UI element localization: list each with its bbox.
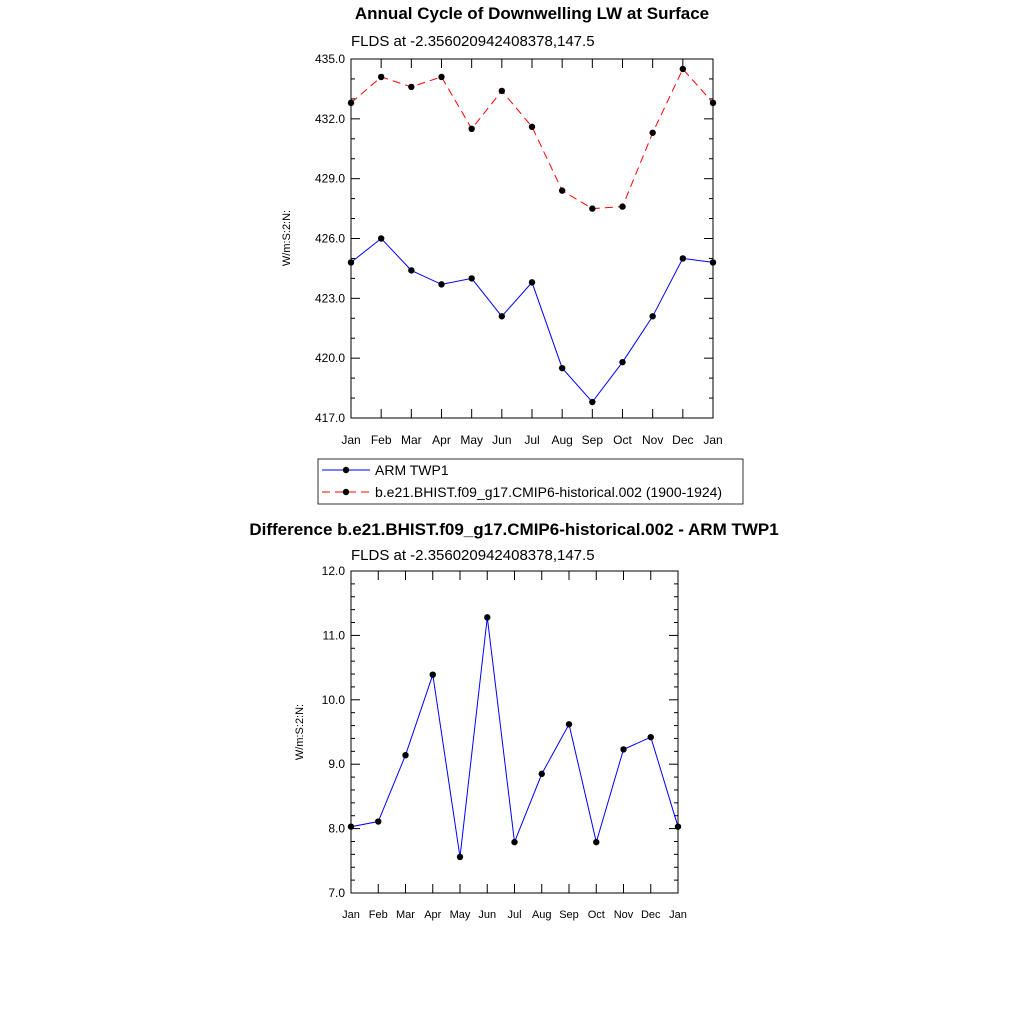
chart1-y-tick-label: 423.0 <box>314 291 345 306</box>
legend-label-arm: ARM TWP1 <box>375 462 449 478</box>
chart2-x-tick-label: Apr <box>424 909 442 921</box>
chart1-x-tick-label: Jan <box>341 433 361 447</box>
chart2-x-tick-label: Sep <box>559 909 579 921</box>
chart2-series-0-point <box>539 771 545 777</box>
chart1-y-tick-label: 432.0 <box>314 111 345 126</box>
chart2-title: Difference b.e21.BHIST.f09_g17.CMIP6-historical.002 - ARM TWP1 <box>249 520 779 539</box>
chart1-title: Annual Cycle of Downwelling LW at Surface <box>354 4 710 23</box>
chart2-x-tick-label: Nov <box>613 909 634 921</box>
chart1-y-tick-label: 420.0 <box>314 351 345 366</box>
legend-marker-model <box>343 489 349 495</box>
chart2-y-tick-label: 9.0 <box>328 757 345 772</box>
chart1-series-0-point <box>649 313 655 319</box>
chart2-series-0-point <box>593 839 599 845</box>
chart2-y-tick-label: 12.0 <box>321 564 345 578</box>
chart2-y-tick-label: 7.0 <box>328 886 345 900</box>
chart1-x-tick-label: May <box>460 433 484 447</box>
chart1-series-1-point <box>589 205 595 211</box>
chart1-series-1-point <box>408 84 414 90</box>
chart1-x-tick-label: Dec <box>672 433 694 447</box>
chart1-series-1-point <box>559 187 565 193</box>
chart1-series-0-point <box>438 281 444 287</box>
chart2-series-0-point <box>430 671 436 677</box>
chart1-y-tick-label: 426.0 <box>314 231 345 246</box>
chart1-series-0-point <box>619 359 625 365</box>
chart2-y-axis-label: W/m:S:2:N: <box>294 703 306 761</box>
chart1-y-axis-label: W/m:S:2:N: <box>281 209 293 267</box>
chart1-y-tick-label: 429.0 <box>314 171 345 186</box>
chart2-series-0-point <box>348 823 354 829</box>
chart1-series-1-point <box>649 130 655 136</box>
chart2-series-0-point <box>648 734 654 740</box>
chart1-series-1-point <box>378 74 384 80</box>
chart1-series-0-point <box>559 365 565 371</box>
chart1-subtitle: FLDS at -2.356020942408378,147.5 <box>351 33 595 50</box>
chart1-series-0-point <box>589 399 595 405</box>
chart2-series-0-point <box>675 823 681 829</box>
chart2-y-tick-label: 11.0 <box>322 628 345 643</box>
chart2-x-tick-label: May <box>449 909 471 921</box>
chart2-x-tick-label: Oct <box>587 909 605 921</box>
chart2-x-tick-label: Jun <box>478 909 497 921</box>
chart1-series-1-point <box>619 203 625 209</box>
chart2-subtitle: FLDS at -2.356020942408378,147.5 <box>351 547 595 564</box>
chart2-x-tick-label: Jan <box>342 909 360 921</box>
chart1-x-tick-label: Jun <box>492 433 512 447</box>
chart2-x-tick-label: Mar <box>396 909 415 921</box>
chart2-series-0-point <box>511 839 517 845</box>
chart2-series-0-point <box>402 752 408 758</box>
chart1-series-1-point <box>529 124 535 130</box>
chart1-series-0-point <box>529 279 535 285</box>
chart1-series-1-point <box>438 74 444 80</box>
chart1-x-tick-label: Sep <box>581 433 604 447</box>
chart2-x-tick-label: Jan <box>669 909 687 921</box>
chart2-series-0-point <box>375 818 381 824</box>
chart2-x-tick-label: Dec <box>640 909 661 921</box>
chart1-series-1-point <box>499 88 505 94</box>
chart2-x-tick-label: Feb <box>368 909 388 921</box>
chart1-x-tick-label: Jul <box>524 433 540 447</box>
chart2-series-0-point <box>620 746 626 752</box>
chart1-x-tick-label: Feb <box>370 433 392 447</box>
chart1-y-tick-label: 435.0 <box>314 52 345 66</box>
chart1-series-1-point <box>348 100 354 106</box>
chart1-series-1-point <box>468 126 474 132</box>
chart1-x-tick-label: Nov <box>641 433 664 447</box>
chart1-series-0-point <box>468 275 474 281</box>
chart1-x-tick-label: Mar <box>400 433 422 447</box>
legend-label-model: b.e21.BHIST.f09_g17.CMIP6-historical.002 (1900-1924) <box>375 484 723 500</box>
chart1-series-0-point <box>499 313 505 319</box>
chart1-series-0-point <box>378 235 384 241</box>
chart2-y-tick-label: 8.0 <box>328 821 345 836</box>
chart1-legend <box>318 459 743 504</box>
chart2-x-tick-label: Aug <box>531 909 552 921</box>
legend-marker-arm <box>343 467 349 473</box>
chart1-x-tick-label: Apr <box>432 433 451 447</box>
chart1-series-0-point <box>348 259 354 265</box>
chart1-series-0-point <box>680 255 686 261</box>
chart1-series-0-point <box>408 267 414 273</box>
chart2-x-tick-label: Jul <box>507 909 522 921</box>
chart2-series-0-point <box>484 614 490 620</box>
chart2-series-0-point <box>566 721 572 727</box>
chart1-series-1-point <box>710 100 716 106</box>
chart1-series-0-point <box>710 259 716 265</box>
chart2-y-tick-label: 10.0 <box>321 692 345 707</box>
chart2-series-0-point <box>457 854 463 860</box>
chart1-x-tick-label: Jan <box>703 433 723 447</box>
chart1-y-tick-label: 417.0 <box>314 411 345 425</box>
chart1-x-tick-label: Oct <box>613 433 632 447</box>
chart1-x-tick-label: Aug <box>551 433 573 447</box>
chart1-series-1-point <box>680 66 686 72</box>
